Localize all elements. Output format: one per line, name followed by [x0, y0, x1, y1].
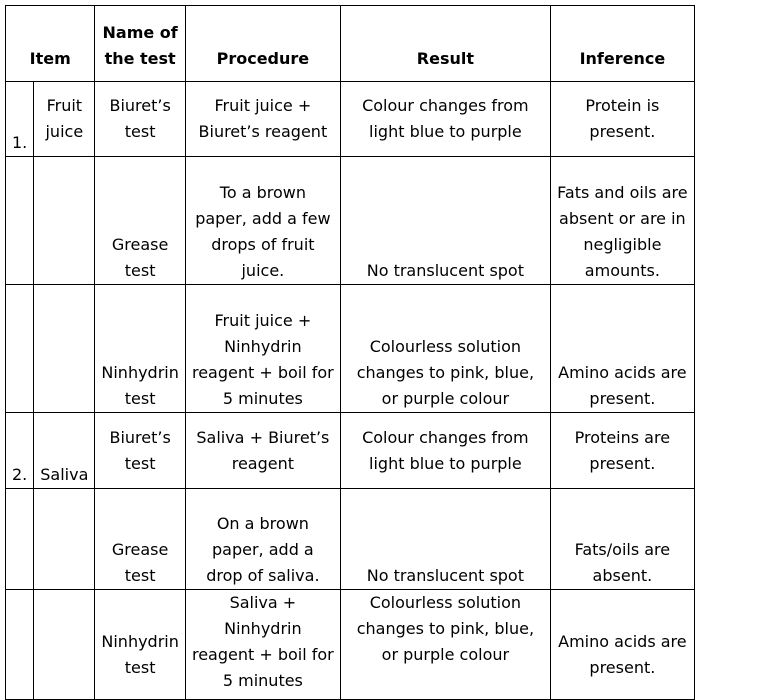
row-procedure: Fruit juice + Ninhydrin reagent + boil for 5 minutes	[185, 285, 340, 413]
header-procedure: Procedure	[185, 6, 340, 82]
row-number	[6, 157, 34, 285]
row-inference: Amino acids are present.	[550, 590, 694, 700]
row-test-name: Ninhydrin test	[95, 590, 185, 700]
food-tests-table	[5, 5, 695, 700]
row-result: Colour changes from light blue to purple	[340, 413, 550, 489]
header-item: Item	[6, 6, 95, 82]
row-inference: Proteins are present.	[550, 413, 694, 489]
row-inference: Fats and oils are absent or are in negligible amounts.	[550, 157, 694, 285]
row-item	[34, 489, 95, 590]
row-result: Colourless solution changes to pink, blue, or purple colour	[340, 590, 550, 700]
row-test-name: Biuret’s test	[95, 413, 185, 489]
table-row	[6, 285, 695, 413]
row-inference: Fats/oils are absent.	[550, 489, 694, 590]
header-name-of-test: Name of the test	[95, 6, 185, 82]
row-item	[34, 590, 95, 700]
row-number: 2.	[6, 413, 34, 489]
row-number	[6, 285, 34, 413]
row-procedure: Saliva + Biuret’s reagent	[185, 413, 340, 489]
row-test-name: Biuret’s test	[95, 82, 185, 157]
table-row	[6, 157, 695, 285]
row-item: Fruit juice	[34, 82, 95, 157]
table-row	[6, 590, 695, 700]
row-item: Saliva	[34, 413, 95, 489]
row-procedure: Fruit juice + Biuret’s reagent	[185, 82, 340, 157]
row-result: Colourless solution changes to pink, blue, or purple colour	[340, 285, 550, 413]
row-inference: Amino acids are present.	[550, 285, 694, 413]
row-procedure: Saliva + Ninhydrin reagent + boil for 5 minutes	[185, 590, 340, 700]
row-test-name: Grease test	[95, 157, 185, 285]
row-procedure: On a brown paper, add a drop of saliva.	[185, 489, 340, 590]
row-number	[6, 590, 34, 700]
row-result: No translucent spot	[340, 489, 550, 590]
row-number: 1.	[6, 82, 34, 157]
row-test-name: Ninhydrin test	[95, 285, 185, 413]
header-inference: Inference	[550, 6, 694, 82]
table-row	[6, 413, 695, 489]
table-row	[6, 82, 695, 157]
row-test-name: Grease test	[95, 489, 185, 590]
row-item	[34, 285, 95, 413]
row-number	[6, 489, 34, 590]
header-result: Result	[340, 6, 550, 82]
row-inference: Protein is present.	[550, 82, 694, 157]
row-item	[34, 157, 95, 285]
table-header-row	[6, 6, 695, 82]
row-result: Colour changes from light blue to purple	[340, 82, 550, 157]
row-procedure: To a brown paper, add a few drops of fruit juice.	[185, 157, 340, 285]
table-row	[6, 489, 695, 590]
row-result: No translucent spot	[340, 157, 550, 285]
